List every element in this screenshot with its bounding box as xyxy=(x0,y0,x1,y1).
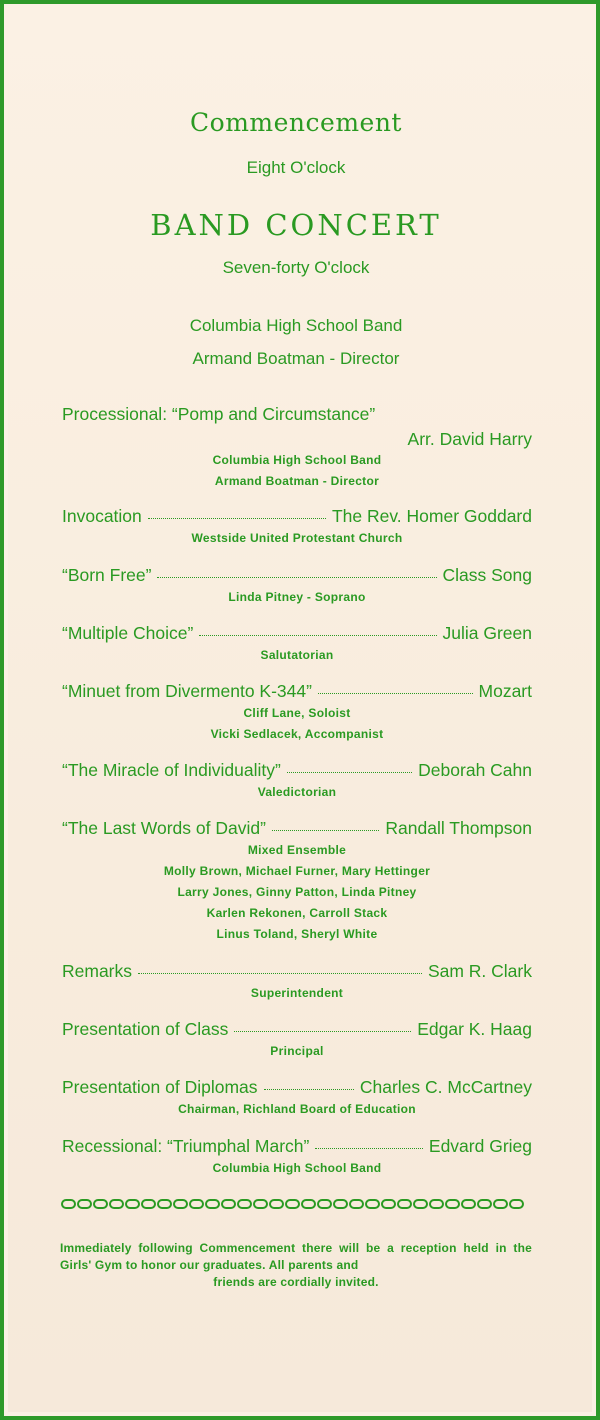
item-title: Presentation of Class xyxy=(62,1019,229,1039)
item-performer: Sam R. Clark xyxy=(427,961,532,981)
program-item-minuet xyxy=(62,681,532,745)
program-item-invocation xyxy=(62,506,532,549)
chain-link xyxy=(414,1200,427,1208)
item-note: Vicki Sedlacek, Accompanist xyxy=(210,727,384,741)
program-item-miracle xyxy=(62,760,532,803)
item-note: Molly Brown, Michael Furner, Mary Hettinger xyxy=(163,864,431,878)
dot-leader xyxy=(315,1147,423,1149)
chain-link xyxy=(462,1200,475,1208)
dot-leader xyxy=(318,692,473,694)
item-title: Invocation xyxy=(62,506,142,526)
item-note: Salutatorian xyxy=(260,648,334,662)
chain-link xyxy=(302,1200,315,1208)
item-note: Superintendent xyxy=(250,986,344,1000)
chain-link xyxy=(78,1200,91,1208)
band-concert-time: Seven-forty O'clock xyxy=(222,258,370,277)
item-title: “Multiple Choice” xyxy=(62,623,194,643)
item-note: Principal xyxy=(270,1044,324,1058)
reception-note-text: Immediately following Commencement there will be a reception held in the Girls' Gym to honor our graduates. All parents and xyxy=(60,1241,532,1272)
reception-note xyxy=(60,1240,532,1291)
item-performer: Charles C. McCartney xyxy=(359,1077,532,1097)
chain-link xyxy=(494,1200,507,1208)
item-performer: Randall Thompson xyxy=(385,818,532,838)
dot-leader xyxy=(264,1088,354,1090)
chain-divider xyxy=(60,1198,532,1210)
chain-link xyxy=(254,1200,267,1208)
commencement-title: Commencement xyxy=(190,108,402,137)
chain-link xyxy=(142,1200,155,1208)
item-performer: Edvard Grieg xyxy=(428,1136,532,1156)
chain-link xyxy=(286,1200,299,1208)
program-item-multiple-choice xyxy=(62,623,532,666)
item-note: Columbia High School Band xyxy=(212,453,382,467)
item-performer: Mozart xyxy=(478,681,532,701)
item-note: Westside United Protestant Church xyxy=(191,531,403,545)
program-item-last-words xyxy=(62,818,532,945)
item-note: Chairman, Richland Board of Education xyxy=(178,1102,416,1116)
item-performer: Deborah Cahn xyxy=(418,760,532,780)
band-director: Armand Boatman - Director xyxy=(192,349,400,368)
chain-link xyxy=(398,1200,411,1208)
item-note: Columbia High School Band xyxy=(212,1161,382,1175)
item-note: Mixed Ensemble xyxy=(247,843,347,857)
item-note: Karlen Rekonen, Carroll Stack xyxy=(206,906,388,920)
item-note: Cliff Lane, Soloist xyxy=(243,706,351,720)
item-performer: Edgar K. Haag xyxy=(417,1019,532,1039)
item-title: “The Miracle of Individuality” xyxy=(62,760,281,780)
item-note: Linda Pitney - Soprano xyxy=(228,590,366,604)
dot-leader xyxy=(148,517,326,519)
dot-leader xyxy=(234,1030,411,1032)
item-title: Remarks xyxy=(62,961,133,981)
item-performer: Class Song xyxy=(442,565,532,585)
chain-link xyxy=(446,1200,459,1208)
dot-leader xyxy=(138,972,422,974)
chain-link xyxy=(238,1200,251,1208)
item-title: Processional: “Pomp and Circumstance” xyxy=(62,404,376,424)
item-title: “The Last Words of David” xyxy=(62,818,266,838)
chain-link xyxy=(270,1200,283,1208)
item-performer: Arr. David Harry xyxy=(407,429,532,449)
program-item-processional xyxy=(62,404,532,492)
chain-link xyxy=(334,1200,347,1208)
chain-link xyxy=(126,1200,139,1208)
dot-leader xyxy=(157,576,436,578)
program-item-presentation-class xyxy=(62,1019,532,1062)
chain-link xyxy=(350,1200,363,1208)
item-note: Armand Boatman - Director xyxy=(214,474,380,488)
band-name: Columbia High School Band xyxy=(189,316,403,335)
chain-link xyxy=(206,1200,219,1208)
dot-leader xyxy=(287,771,412,773)
item-title: “Born Free” xyxy=(62,565,152,585)
item-note: Linus Toland, Sheryl White xyxy=(216,927,378,941)
chain-link xyxy=(430,1200,443,1208)
chain-link xyxy=(174,1200,187,1208)
chain-link xyxy=(158,1200,171,1208)
program-item-presentation-diplomas xyxy=(62,1077,532,1120)
chain-link xyxy=(382,1200,395,1208)
dot-leader xyxy=(272,829,380,831)
program-item-born-free xyxy=(62,565,532,608)
commencement-time: Eight O'clock xyxy=(246,158,346,177)
chain-link xyxy=(478,1200,491,1208)
item-title: Recessional: “Triumphal March” xyxy=(62,1136,310,1156)
chain-link xyxy=(110,1200,123,1208)
chain-link xyxy=(94,1200,107,1208)
chain-link xyxy=(62,1200,75,1208)
chain-link xyxy=(366,1200,379,1208)
item-performer: Julia Green xyxy=(442,623,532,643)
dot-leader xyxy=(199,634,436,636)
item-note: Larry Jones, Ginny Patton, Linda Pitney xyxy=(177,885,417,899)
reception-note-last-line: friends are cordially invited. xyxy=(213,1275,379,1289)
chain-link xyxy=(318,1200,331,1208)
item-title: Presentation of Diplomas xyxy=(62,1077,258,1097)
program-item-remarks xyxy=(62,961,532,1004)
item-note: Valedictorian xyxy=(257,785,337,799)
item-title: “Minuet from Divermento K-344” xyxy=(62,681,312,701)
chain-link xyxy=(222,1200,235,1208)
band-concert-title: BAND CONCERT xyxy=(150,208,442,242)
item-performer: The Rev. Homer Goddard xyxy=(331,506,532,526)
chain-link xyxy=(510,1200,523,1208)
chain-link xyxy=(190,1200,203,1208)
program-item-recessional xyxy=(62,1136,532,1179)
